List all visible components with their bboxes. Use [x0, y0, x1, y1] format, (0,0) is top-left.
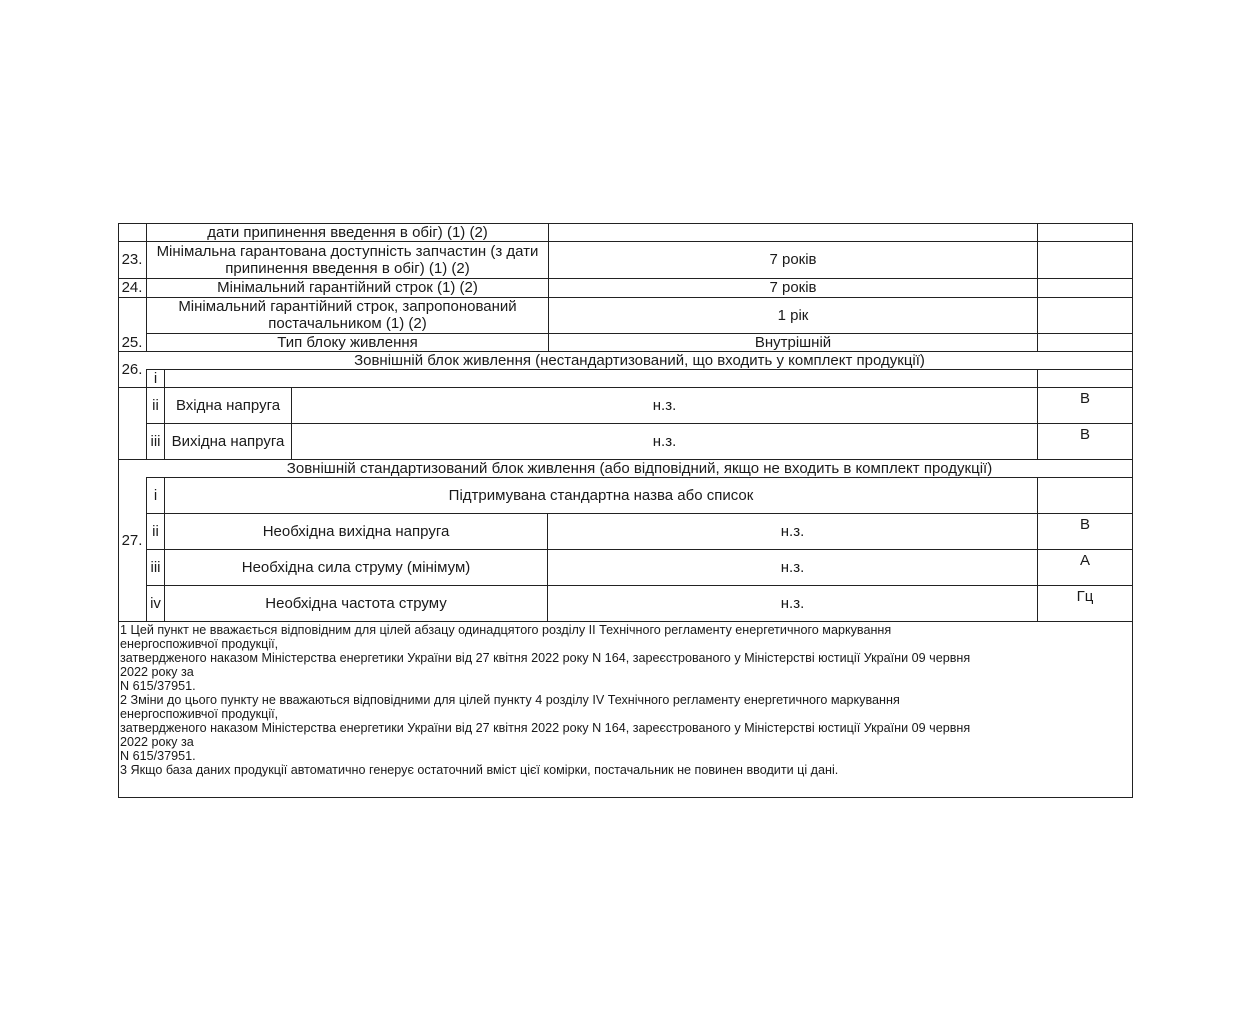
row-25-value: Внутрішній: [754, 333, 832, 351]
row-26-iii-label: Вихідна напруга: [171, 432, 285, 450]
row-27-ii-unit: В: [1079, 516, 1090, 533]
spec-table: [118, 223, 1133, 798]
footnote-line: затвердженого наказом Міністерства енергетики України від 27 квітня 2022 року N 164, зареєстрованого у Міністерстві юстиції України 09 червня: [120, 651, 971, 665]
row-26-number: 26.: [121, 360, 143, 378]
row-26-sub-iii: iii: [150, 432, 161, 450]
row-27-ii-label: Необхідна вихідна напруга: [262, 522, 450, 540]
row-23-label: Мінімальна гарантована доступність запчастин (з дати припинення введення в обіг) (1) (2): [156, 242, 539, 277]
row-25-number: 25.: [121, 333, 143, 351]
row-27-header: Зовнішній стандартизований блок живлення (або відповідний, якщо не входить в комплект продукції): [286, 459, 993, 477]
row-26-iii-unit: В: [1079, 426, 1090, 443]
continuation-label: дати припинення введення в обіг) (1) (2): [207, 223, 488, 241]
footnote-line: N 615/37951.: [120, 679, 196, 693]
footnote-line: 1 Цей пункт не вважається відповідним для цілей абзацу одинадцятого розділу II Технічного регламенту енергетичного маркування: [120, 623, 892, 637]
row-27-iii-label: Необхідна сила струму (мінімум): [241, 558, 471, 576]
row-23-value: 7 років: [769, 251, 817, 268]
row-24b-label: Мінімальний гарантійний строк, запропонований постачальником (1) (2): [178, 298, 517, 332]
row-27-iv-label: Необхідна частота струму: [265, 594, 447, 612]
row-27-i-label: Підтримувана стандартна назва або список: [448, 486, 754, 504]
row-26-ii-unit: В: [1079, 390, 1090, 407]
row-27-sub-iv: iv: [150, 594, 161, 612]
row-26-iii-value: н.з.: [652, 432, 677, 450]
row-27-sub-iii: iii: [150, 558, 161, 576]
row-25-label: Тип блоку живлення: [277, 333, 418, 351]
footnote-line: 2022 року за: [120, 665, 194, 679]
footnote-line: енергоспоживчої продукції,: [120, 637, 279, 651]
footnote-line: 2022 року за: [120, 735, 194, 749]
row-27-ii-value: н.з.: [780, 522, 805, 540]
footnote-line: 2 Зміни до цього пункту не вважаються відповідними для цілей пункту 4 розділу IV Технічного регламенту енергетичного маркування: [120, 693, 900, 707]
row-26-ii-label: Вхідна напруга: [175, 396, 281, 414]
row-26-ii-value: н.з.: [652, 396, 677, 414]
footnote-line: 3 Якщо база даних продукції автоматично генерує остаточний вміст цієї комірки, постачальник не повинен вводити ці дані.: [120, 763, 839, 777]
row-24b-value: 1 рік: [777, 306, 809, 324]
row-24-number: 24.: [121, 279, 143, 296]
row-27-sub-ii: ii: [152, 522, 159, 540]
row-27-number: 27.: [121, 531, 143, 549]
row-26-sub-i: i: [153, 369, 158, 387]
footnotes: [118, 623, 1133, 777]
row-26-header: Зовнішній блок живлення (нестандартизований, що входить у комплект продукції): [354, 351, 925, 369]
row-24-value: 7 років: [769, 279, 817, 296]
footnote-line: затвердженого наказом Міністерства енергетики України від 27 квітня 2022 року N 164, зареєстрованого у Міністерстві юстиції України 09 червня: [120, 721, 971, 735]
row-27-iv-unit: Гц: [1076, 588, 1094, 605]
row-27-iv-value: н.з.: [780, 594, 805, 612]
row-27-sub-i: i: [153, 486, 158, 504]
row-23-number: 23.: [121, 251, 143, 268]
row-27-iii-value: н.з.: [780, 558, 805, 576]
row-27-iii-unit: А: [1079, 552, 1090, 569]
row-24-label: Мінімальний гарантійний строк (1) (2): [217, 279, 478, 296]
footnote-line: N 615/37951.: [120, 749, 196, 763]
row-26-sub-ii: ii: [152, 396, 159, 414]
footnote-line: енергоспоживчої продукції,: [120, 707, 279, 721]
